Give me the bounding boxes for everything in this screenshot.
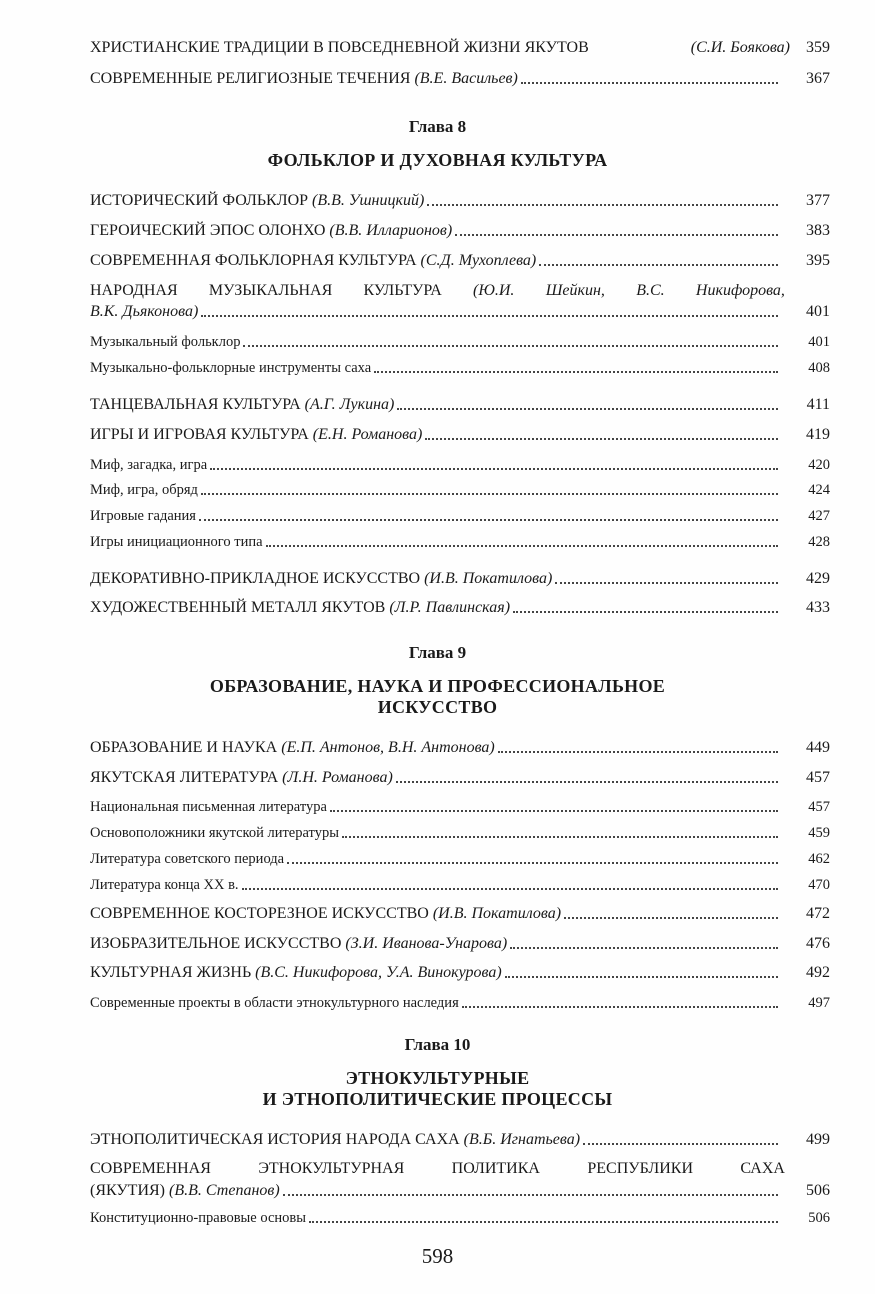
chapter-title-line: И ЭТНОПОЛИТИЧЕСКИЕ ПРОЦЕССЫ bbox=[262, 1089, 613, 1109]
page-number: 598 bbox=[421, 1244, 454, 1268]
entry-page: 433 bbox=[806, 599, 830, 616]
entry-page: 408 bbox=[808, 360, 830, 376]
toc-entry bbox=[90, 393, 830, 415]
entry-title: Игровые гадания bbox=[90, 508, 196, 524]
entry-text bbox=[90, 532, 263, 552]
entry-text bbox=[90, 1181, 280, 1201]
dot-leader bbox=[283, 1194, 778, 1196]
entry-page: 457 bbox=[808, 799, 830, 815]
dot-leader bbox=[513, 611, 778, 613]
entry-text bbox=[90, 934, 507, 954]
entry-word: НАРОДНАЯ bbox=[90, 282, 178, 299]
entry-author: (И.В. Покатилова) bbox=[424, 570, 553, 587]
toc-entry bbox=[90, 1179, 830, 1201]
toc-entry bbox=[90, 821, 830, 843]
toc-entry bbox=[90, 453, 830, 475]
dot-leader bbox=[330, 810, 778, 812]
entry-author: (Л.Н. Романова) bbox=[282, 769, 393, 786]
toc-entry bbox=[90, 189, 830, 211]
entry-text bbox=[90, 191, 424, 211]
entry-title: (ЯКУТИЯ) bbox=[90, 1182, 166, 1199]
entry-title: ИГРЫ И ИГРОВАЯ КУЛЬТУРА bbox=[90, 426, 309, 443]
entry-text bbox=[90, 455, 207, 475]
chapter-label: Глава 8 bbox=[408, 117, 467, 136]
entry-text bbox=[90, 251, 536, 271]
entry-word: ЭТНОКУЛЬТУРНАЯ bbox=[258, 1160, 405, 1177]
entry-author: В.К. Дьяконова) bbox=[90, 303, 199, 320]
dot-leader bbox=[309, 1221, 778, 1223]
entry-author: (Л.Р. Павлинская) bbox=[389, 599, 511, 616]
toc-entry bbox=[90, 873, 830, 895]
entry-title: СОВРЕМЕННОЕ КОСТОРЕЗНОЕ ИСКУССТВО bbox=[90, 905, 429, 922]
entry-author: (В.С. Никифорова, У.А. Винокурова) bbox=[255, 964, 502, 981]
toc-entry bbox=[90, 847, 830, 869]
entry-page: 457 bbox=[806, 769, 830, 786]
toc-entry bbox=[90, 567, 830, 589]
entry-page: 395 bbox=[806, 252, 830, 269]
chapter-label: Глава 9 bbox=[408, 643, 467, 662]
entry-text bbox=[90, 904, 561, 924]
entry-page: 499 bbox=[806, 1131, 830, 1148]
dot-leader bbox=[455, 234, 778, 236]
entry-text bbox=[90, 849, 284, 869]
dot-leader bbox=[374, 371, 778, 373]
entry-page: 449 bbox=[806, 739, 830, 756]
toc-entry bbox=[90, 478, 830, 500]
entry-title: Современные проекты в области этнокультурного наследия bbox=[90, 995, 459, 1011]
chapter-title-line: ОБРАЗОВАНИЕ, НАУКА И ПРОФЕССИОНАЛЬНОЕ bbox=[209, 676, 666, 696]
toc-entry bbox=[90, 300, 830, 322]
toc-entry bbox=[90, 736, 830, 758]
entry-title: Конституционно-правовые основы bbox=[90, 1210, 306, 1226]
entry-text bbox=[90, 569, 552, 589]
entry-page: 506 bbox=[808, 1210, 830, 1226]
entry-title: ДЕКОРАТИВНО-ПРИКЛАДНОЕ ИСКУССТВО bbox=[90, 570, 421, 587]
entry-page: 411 bbox=[806, 396, 830, 413]
toc-entry bbox=[90, 1206, 830, 1228]
entry-word: Никифорова, bbox=[695, 282, 785, 299]
entry-page: 472 bbox=[806, 905, 830, 922]
toc-entry bbox=[90, 423, 830, 445]
toc-entry bbox=[90, 356, 830, 378]
entry-page: 429 bbox=[806, 570, 830, 587]
entry-title: ОБРАЗОВАНИЕ И НАУКА bbox=[90, 739, 278, 756]
entry-author: (З.И. Иванова-Унарова) bbox=[345, 935, 508, 952]
entry-first-line bbox=[90, 281, 785, 301]
entry-text bbox=[90, 1208, 306, 1228]
dot-leader bbox=[266, 545, 778, 547]
entry-author: (А.Г. Лукина) bbox=[304, 396, 395, 413]
toc-entry bbox=[90, 530, 830, 552]
toc-entry bbox=[90, 902, 830, 924]
entry-page: 420 bbox=[808, 457, 830, 473]
entry-text bbox=[90, 823, 339, 843]
dot-leader bbox=[498, 751, 778, 753]
entry-title: ИСТОРИЧЕСКИЙ ФОЛЬКЛОР bbox=[90, 192, 309, 209]
dot-leader bbox=[555, 582, 778, 584]
entry-text bbox=[90, 768, 393, 788]
entry-page: 497 bbox=[808, 995, 830, 1011]
dot-leader bbox=[462, 1006, 778, 1008]
entry-word: САХА bbox=[740, 1160, 785, 1177]
entry-title: Миф, загадка, игра bbox=[90, 457, 208, 473]
entry-title: Музыкально-фольклорные инструменты саха bbox=[90, 360, 372, 376]
entry-title: Национальная письменная литература bbox=[90, 799, 327, 815]
entry-author: (С.Д. Мухоплева) bbox=[420, 252, 537, 269]
entry-text bbox=[90, 395, 394, 415]
dot-leader bbox=[210, 468, 778, 470]
toc-entry bbox=[90, 932, 830, 954]
dot-leader bbox=[342, 836, 778, 838]
toc-entry bbox=[90, 961, 830, 983]
entry-text bbox=[90, 480, 198, 500]
toc-entry bbox=[90, 766, 830, 788]
dot-leader bbox=[243, 345, 778, 347]
dot-leader bbox=[201, 315, 778, 317]
dot-leader bbox=[396, 781, 778, 783]
entry-title: ЯКУТСКАЯ ЛИТЕРАТУРА bbox=[90, 769, 279, 786]
entry-author: (В.В. Илларионов) bbox=[329, 222, 453, 239]
entry-word: ПОЛИТИКА bbox=[451, 1160, 540, 1177]
entry-page: 359 bbox=[806, 39, 830, 56]
chapter-label: Глава 10 bbox=[404, 1035, 471, 1054]
entry-title: Игры инициационного типа bbox=[90, 534, 263, 550]
entry-page: 419 bbox=[806, 426, 830, 443]
toc-entry bbox=[90, 330, 830, 352]
toc-entry bbox=[90, 219, 830, 241]
dot-leader bbox=[242, 888, 778, 890]
entry-text bbox=[90, 506, 196, 526]
entry-page: 462 bbox=[808, 851, 830, 867]
entry-author: (С.И. Боякова) bbox=[690, 39, 790, 56]
dot-leader bbox=[287, 862, 778, 864]
entry-title: Основоположники якутской литературы bbox=[90, 825, 339, 841]
entry-page: 427 bbox=[808, 508, 830, 524]
dot-leader bbox=[425, 438, 778, 440]
entry-title: СОВРЕМЕННАЯ ФОЛЬКЛОРНАЯ КУЛЬТУРА bbox=[90, 252, 417, 269]
entry-title: СОВРЕМЕННЫЕ РЕЛИГИОЗНЫЕ ТЕЧЕНИЯ bbox=[90, 70, 411, 87]
entry-word: В.С. bbox=[636, 282, 665, 299]
entry-title: Миф, игра, обряд bbox=[90, 482, 198, 498]
entry-title: ХРИСТИАНСКИЕ ТРАДИЦИИ В ПОВСЕДНЕВНОЙ ЖИЗНИ ЯКУТОВ bbox=[90, 39, 589, 56]
entry-page: 383 bbox=[806, 222, 830, 239]
entry-page: 459 bbox=[808, 825, 830, 841]
entry-text bbox=[90, 332, 240, 352]
entry-author: (В.В. Ушницкий) bbox=[312, 192, 425, 209]
entry-title: ГЕРОИЧЕСКИЙ ЭПОС ОЛОНХО bbox=[90, 222, 326, 239]
entry-title: ХУДОЖЕСТВЕННЫЙ МЕТАЛЛ ЯКУТОВ bbox=[90, 599, 386, 616]
entry-page: 492 bbox=[806, 964, 830, 981]
entry-text bbox=[90, 302, 198, 322]
entry-title: ЭТНОПОЛИТИЧЕСКАЯ ИСТОРИЯ НАРОДА САХА bbox=[90, 1131, 460, 1148]
dot-leader bbox=[199, 519, 778, 521]
entry-author: (В.Е. Васильев) bbox=[414, 70, 518, 87]
entry-text bbox=[90, 598, 510, 618]
entry-page: 506 bbox=[806, 1182, 830, 1199]
entry-page: 428 bbox=[808, 534, 830, 550]
dot-leader bbox=[564, 917, 778, 919]
dot-leader bbox=[427, 204, 778, 206]
dot-leader bbox=[539, 264, 778, 266]
dot-leader bbox=[397, 408, 778, 410]
chapter-title-line: ИСКУССТВО bbox=[377, 697, 498, 717]
dot-leader bbox=[521, 82, 778, 84]
entry-word: Шейкин, bbox=[545, 282, 605, 299]
dot-leader bbox=[583, 1143, 778, 1145]
toc-entry bbox=[90, 249, 830, 271]
entry-word: СОВРЕМЕННАЯ bbox=[90, 1160, 211, 1177]
entry-author: (Е.Н. Романова) bbox=[312, 426, 423, 443]
entry-page: 401 bbox=[806, 303, 830, 320]
entry-author: (В.Б. Игнатьева) bbox=[463, 1131, 581, 1148]
entry-word: МУЗЫКАЛЬНАЯ bbox=[208, 282, 333, 299]
entry-title: КУЛЬТУРНАЯ ЖИЗНЬ bbox=[90, 964, 252, 981]
entry-text bbox=[90, 738, 495, 758]
chapter-title: ФОЛЬКЛОР И ДУХОВНАЯ КУЛЬТУРА bbox=[267, 150, 608, 170]
dot-leader bbox=[505, 976, 778, 978]
entry-author: (И.В. Покатилова) bbox=[432, 905, 562, 922]
entry-page: 476 bbox=[806, 935, 830, 952]
entry-title: Литература конца XX в. bbox=[90, 877, 239, 893]
entry-word: (Ю.И. bbox=[473, 282, 515, 299]
entry-page: 401 bbox=[808, 334, 830, 350]
entry-text bbox=[90, 425, 422, 445]
chapter-title-line: ЭТНОКУЛЬТУРНЫЕ bbox=[345, 1068, 530, 1088]
entry-title: Литература советского периода bbox=[90, 851, 285, 867]
entry-page: 470 bbox=[808, 877, 830, 893]
toc-entry bbox=[90, 596, 830, 618]
entry-author: (Е.П. Антонов, В.Н. Антонова) bbox=[281, 739, 495, 756]
entry-title: Музыкальный фольклор bbox=[90, 334, 241, 350]
entry-text bbox=[90, 797, 327, 817]
entry-text bbox=[90, 963, 502, 983]
entry-text bbox=[90, 993, 459, 1013]
entry-text bbox=[90, 358, 371, 378]
entry-page: 367 bbox=[806, 70, 830, 87]
toc-entry bbox=[90, 504, 830, 526]
entry-author: (В.В. Степанов) bbox=[169, 1182, 280, 1199]
entry-word: КУЛЬТУРА bbox=[363, 282, 442, 299]
dot-leader bbox=[510, 947, 778, 949]
toc-entry bbox=[90, 991, 830, 1013]
entry-first-line bbox=[90, 1159, 785, 1179]
dot-leader bbox=[201, 493, 778, 495]
entry-page: 424 bbox=[808, 482, 830, 498]
entry-page: 377 bbox=[806, 192, 830, 209]
entry-text bbox=[90, 221, 452, 241]
toc-entry bbox=[90, 67, 830, 89]
toc-entry bbox=[90, 795, 830, 817]
entry-text bbox=[90, 1130, 580, 1150]
entry-text bbox=[90, 875, 239, 895]
toc-entry bbox=[90, 1128, 830, 1150]
entry-title: ИЗОБРАЗИТЕЛЬНОЕ ИСКУССТВО bbox=[90, 935, 342, 952]
entry-title: ТАНЦЕВАЛЬНАЯ КУЛЬТУРА bbox=[90, 396, 301, 413]
toc-entry bbox=[90, 36, 830, 58]
entry-word: РЕСПУБЛИКИ bbox=[587, 1160, 693, 1177]
